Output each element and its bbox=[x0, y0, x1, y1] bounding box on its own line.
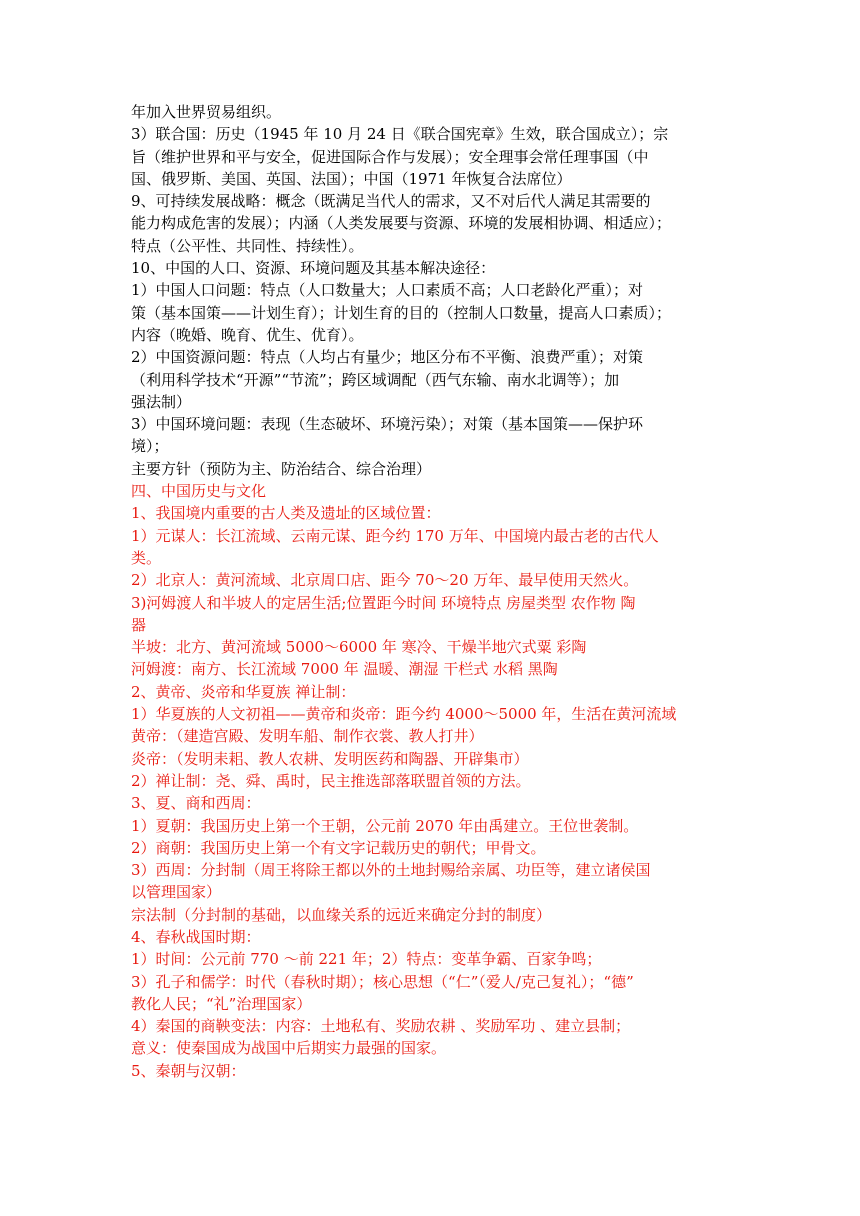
text-line: 10、中国的人口、资源、环境问题及其基本解决途径： bbox=[131, 259, 496, 278]
text-line: 2）禅让制：尧、舜、禹时，民主推选部落联盟首领的方法。 bbox=[131, 771, 531, 790]
text-line: 以管理国家） bbox=[131, 883, 222, 902]
text-line: 器 bbox=[131, 615, 147, 634]
text-line: 特点（公平性、共同性、持续性）。 bbox=[131, 236, 364, 255]
text-line: 四、中国历史与文化 bbox=[131, 482, 267, 501]
text-line: 内容（晚婚、晚育、优生、优育）。 bbox=[131, 325, 364, 344]
text-line: （利用科学技术“开源”“节流”；跨区域调配（西气东输、南水北调等）；加 bbox=[131, 370, 620, 389]
document-page bbox=[131, 101, 731, 1082]
text-line: 9、可持续发展战略：概念（既满足当代人的需求，又不对后代人满足其需要的 bbox=[131, 192, 651, 211]
text-line: 4）秦国的商鞅变法：内容：土地私有、奖励农耕 、奖励军功 、建立县制； bbox=[131, 1017, 631, 1036]
text-line: 4、春秋战国时期： bbox=[131, 927, 261, 946]
text-line: 2）中国资源问题：特点（人均占有量少；地区分布不平衡、浪费严重）；对策 bbox=[131, 348, 644, 367]
text-line: 类。 bbox=[131, 548, 162, 567]
text-line: 3)河姆渡人和半坡人的定居生活;位置距今时间 环境特点 房屋类型 农作物 陶 bbox=[131, 593, 636, 612]
text-line: 旨（维护世界和平与安全，促进国际合作与发展）；安全理事会常任理事国（中 bbox=[131, 147, 649, 166]
text-line: 1）夏朝：我国历史上第一个王朝，公元前 2070 年由禹建立。王位世袭制。 bbox=[131, 816, 639, 835]
text-line: 2）商朝：我国历史上第一个有文字记载历史的朝代；甲骨文。 bbox=[131, 838, 546, 857]
text-line: 1、我国境内重要的古人类及遗址的区域位置： bbox=[131, 504, 441, 523]
text-line: 能力构成危害的发展）；内涵（人类发展要与资源、环境的发展相协调、相适应）； bbox=[131, 214, 672, 233]
text-line: 2、黄帝、炎帝和华夏族 禅让制： bbox=[131, 682, 356, 701]
text-line: 黄帝：（建造宫殿、发明车船、制作衣裳、教人打井） bbox=[131, 727, 484, 746]
text-line: 5、秦朝与汉朝： bbox=[131, 1061, 246, 1080]
text-line: 境）； bbox=[131, 437, 169, 456]
text-line: 半坡：北方、黄河流域 5000～6000 年 寒冷、干燥半地穴式粟 彩陶 bbox=[131, 638, 587, 657]
text-line: 3、夏、商和西周： bbox=[131, 794, 261, 813]
text-line: 1）时间：公元前 770 ～前 221 年；2）特点：变革争霸、百家争鸣； bbox=[131, 950, 602, 969]
text-line: 3）孔子和儒学：时代（春秋时期）；核心思想（“仁”（爱人/克己复礼）；“德” bbox=[131, 972, 634, 991]
text-line: 主要方针（预防为主、防治结合、综合治理） bbox=[131, 459, 432, 478]
text-line: 1）元谋人：长江流域、云南元谋、距今约 170 万年、中国境内最古老的古代人 bbox=[131, 526, 659, 545]
text-line: 1）中国人口问题：特点（人口数量大；人口素质不高；人口老龄化严重）；对 bbox=[131, 281, 644, 300]
text-line: 1）华夏族的人文初祖——黄帝和炎帝：距今约 4000～5000 年，生活在黄河流域 bbox=[131, 705, 677, 724]
text-line: 强法制） bbox=[131, 392, 192, 411]
text-line: 年加入世界贸易组织。 bbox=[131, 103, 282, 121]
text-line: 意义：使秦国成为战国中后期实力最强的国家。 bbox=[131, 1039, 447, 1058]
text-line: 炎帝：（发明耒耜、教人农耕、发明医药和陶器、开辟集市） bbox=[131, 749, 529, 768]
text-line: 教化人民；“礼”治理国家） bbox=[131, 994, 312, 1013]
text-line: 3）联合国：历史（1945 年 10 月 24 日《联合国宪章》生效，联合国成立）；宗 bbox=[131, 125, 669, 144]
text-line: 3）西周：分封制（周王将除王都以外的土地封赐给亲属、功臣等，建立诸侯国 bbox=[131, 861, 651, 880]
text-line: 河姆渡：南方、长江流域 7000 年 温暖、潮湿 干栏式 水稻 黑陶 bbox=[131, 660, 558, 679]
text-line: 2）北京人：黄河流域、北京周口店、距今 70～20 万年、最早使用天然火。 bbox=[131, 571, 639, 590]
text-line: 国、俄罗斯、美国、英国、法国）；中国（1971 年恢复合法席位） bbox=[131, 169, 572, 188]
text-line: 3）中国环境问题：表现（生态破坏、环境污染）；对策（基本国策——保护环 bbox=[131, 415, 644, 434]
text-line: 策（基本国策——计划生育）；计划生育的目的（控制人口数量，提高人口素质）； bbox=[131, 303, 672, 322]
text-line: 宗法制（分封制的基础，以血缘关系的远近来确定分封的制度） bbox=[131, 905, 552, 924]
